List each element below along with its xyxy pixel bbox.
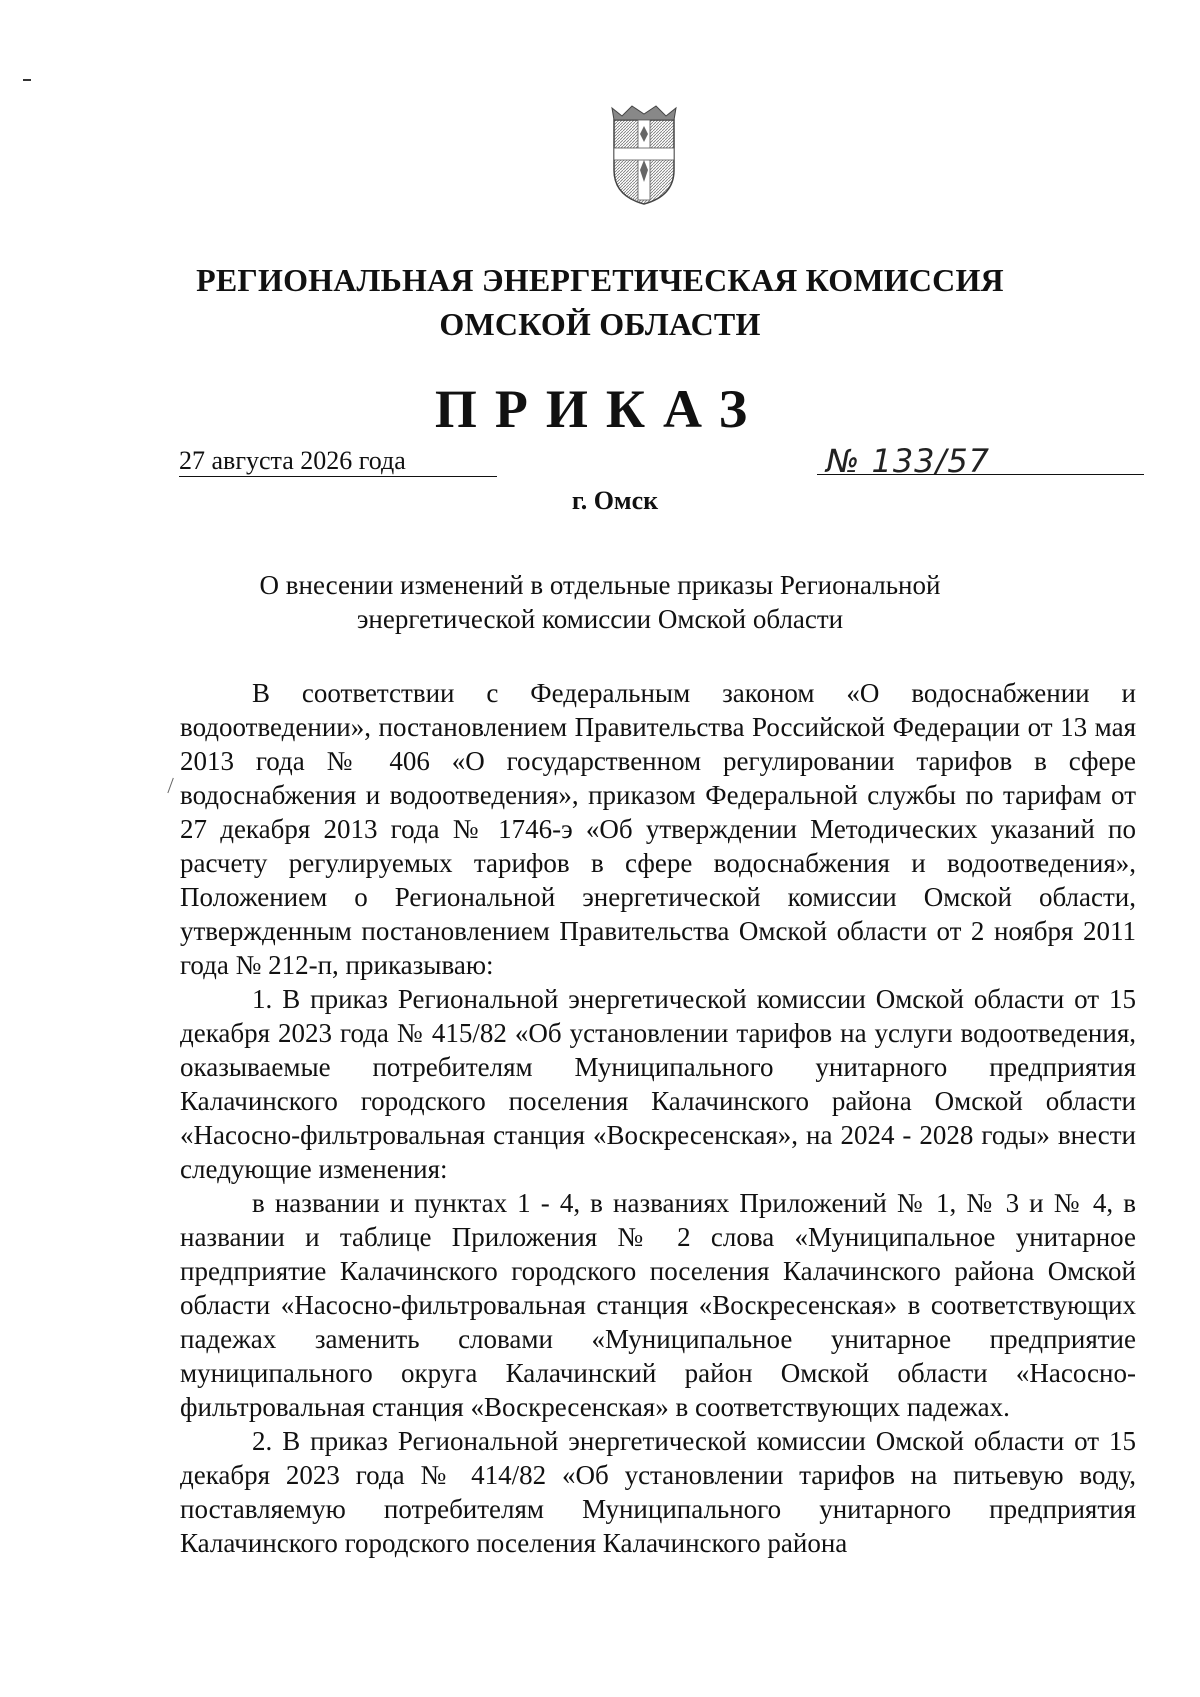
- scan-mark: [23, 79, 31, 81]
- preamble-paragraph: В соответствии с Федеральным законом «О водоснабжении и водоотведении», постановлением Правительства Российской Федерации от 13 мая 2013 года № 406 «О государственном регулировании тарифов в сфере водоснабжения и водоотведения», приказом Федеральной службы по тарифам от 27 декабря 2013 года № 1746-э «Об утверждении Методических указаний по расчету регулируемых тарифов в сфере водоснабжения и водоотведения», Положением о Региональной энергетической комиссии Омской области, утвержденным постановлением Правительства Омской области от 2 ноября 2011 года № 212-п, приказываю:: [180, 678, 1136, 980]
- document-type-title: ПРИКАЗ: [434, 379, 766, 439]
- org-name-line1: РЕГИОНАЛЬНАЯ ЭНЕРГЕТИЧЕСКАЯ КОМИССИЯ: [196, 262, 1004, 298]
- order-subject: [0, 568, 1200, 636]
- subject-line2: энергетической комиссии Омской области: [356, 604, 844, 634]
- date-underline: [179, 476, 497, 477]
- item1-paragraph: 1. В приказ Региональной энергетической комиссии Омской области от 15 декабря 2023 года № 415/82 «Об установлении тарифов на услуги водоотведения, оказываемые потребителям Муниципального унитарного предприятия Калачинского городского поселения Калачинского района Омской области «Насосно-фильтровальная станция «Воскресенская», на 2024 - 2028 годы» внести следующие изменения:: [180, 984, 1136, 1184]
- city-label: г. Омск: [571, 486, 659, 515]
- org-name-line2: ОМСКОЙ ОБЛАСТИ: [439, 306, 761, 342]
- order-date: 27 августа 2026 года: [179, 446, 406, 475]
- scan-mark: [167, 778, 176, 794]
- order-number: № 133/57: [826, 442, 991, 480]
- subject-line1: О внесении изменений в отдельные приказы Региональной: [259, 570, 941, 600]
- order-body: [180, 676, 1136, 1560]
- coat-of-arms-icon: [608, 104, 680, 206]
- item2-paragraph: 2. В приказ Региональной энергетической комиссии Омской области от 15 декабря 2023 года № 414/82 «Об установлении тарифов на питьевую воду, поставляемую потребителям Муниципального унитарного предприятия Калачинского городского поселения Калачинского района: [180, 1426, 1136, 1558]
- item1-change-paragraph: в названии и пунктах 1 - 4, в названиях Приложений № 1, № 3 и № 4, в названии и таблице Приложения № 2 слова «Муниципальное унитарное предприятие Калачинского городского поселения Калачинского района Омской области «Насосно-фильтровальная станция «Воскресенская» в соответствующих падежах заменить словами «Муниципальное унитарное предприятие муниципального округа Калачинский район Омской области «Насосно-фильтровальная станция «Воскресенская» в соответствующих падежах.: [180, 1188, 1136, 1422]
- number-underline: [817, 474, 1144, 475]
